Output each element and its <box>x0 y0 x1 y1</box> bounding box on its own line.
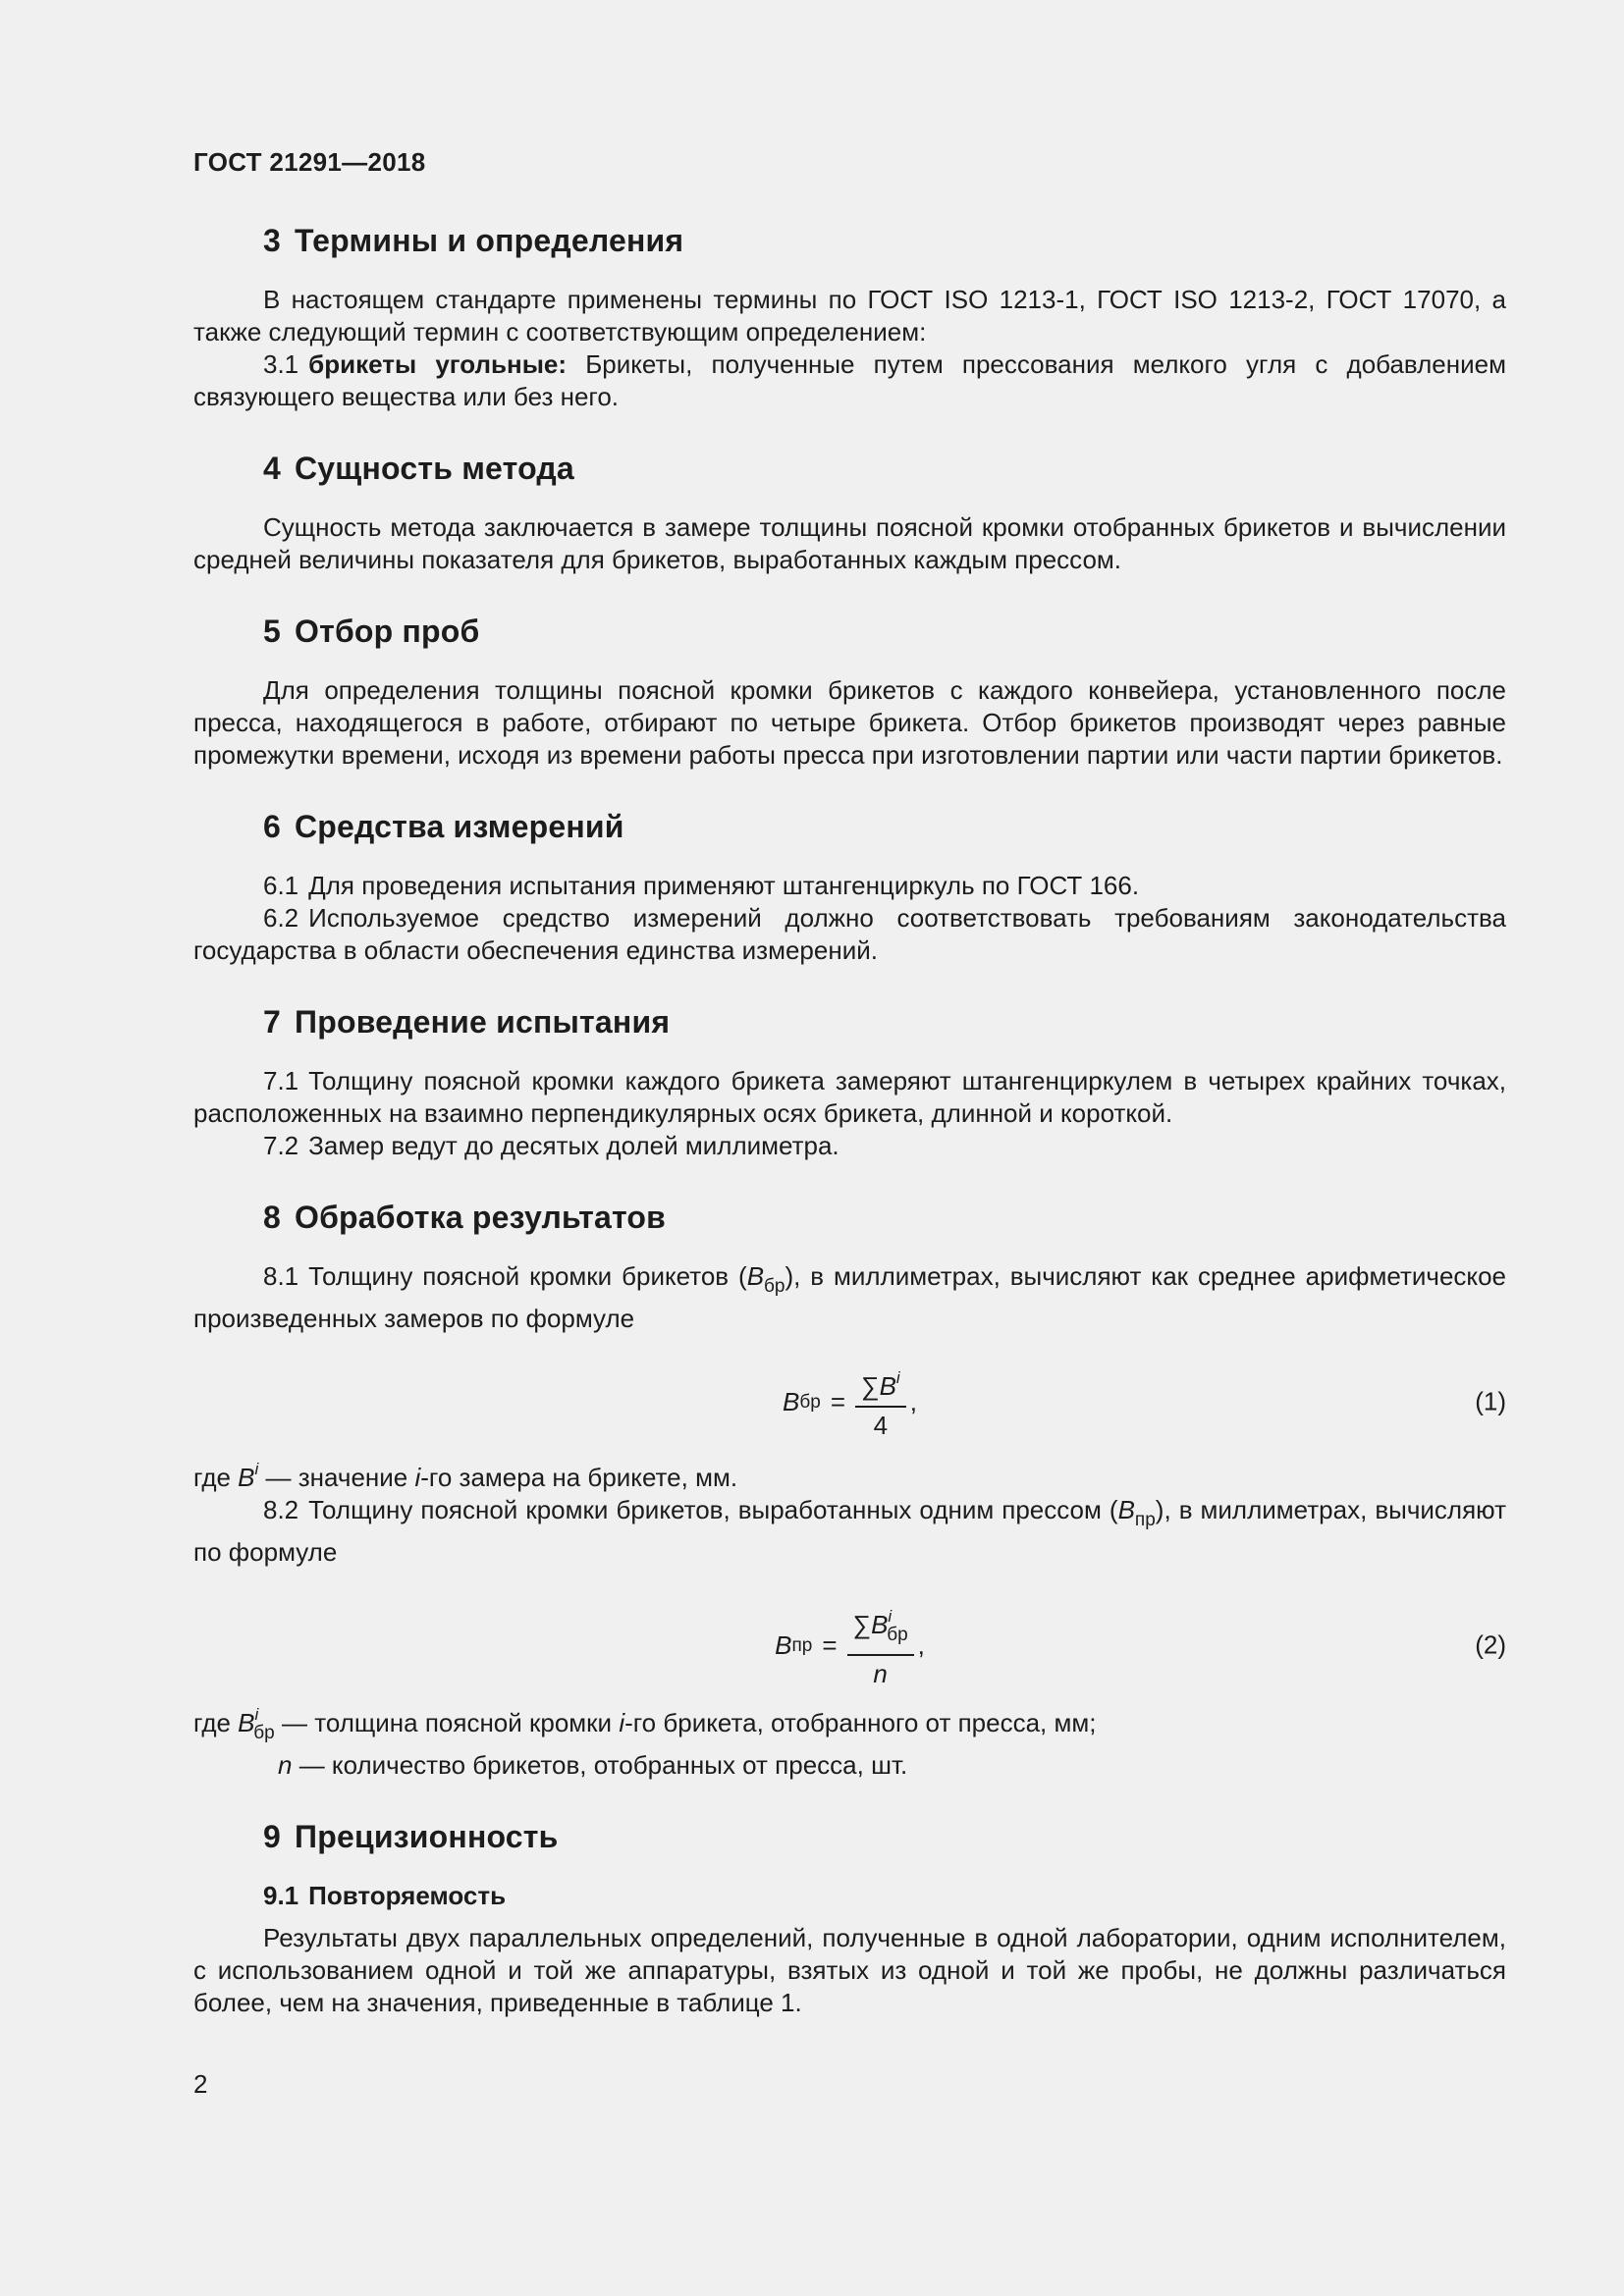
term-label: брикеты угольные: <box>308 349 568 379</box>
subsection-heading: 9.1 Повторяемость <box>263 1881 507 1910</box>
clause-8-2: 8.2 Толщину поясной кромки брикетов, выработанных одним прессом $(B_{пр})$, в миллиметрах, вычисляют по формуле <box>193 1495 1506 1567</box>
paragraph: Результаты двух параллельных определений, полученные в одной лаборатории, одним исполнителем, с использованием одной и той же аппаратуры, взятых из одной и той же пробы, не должны различаться более, чем на значения, приведенные в таблице 1. <box>193 1923 1506 2017</box>
clause-6-1: 6.1 Для проведения испытания применяют штангенциркуль по ГОСТ 166. <box>263 871 1140 900</box>
formula-2-legend: где $B^i_{бр}$ — толщина поясной кромки i-го брикета, отобранного от пресса, мм; <box>193 1705 1097 1743</box>
section-sampling <box>193 612 1506 772</box>
section-terms <box>193 221 1506 413</box>
fraction: $\frac{\sum B^i}{4}$ <box>855 1362 906 1442</box>
section-heading: 4 Сущность метода <box>263 451 574 486</box>
formula-1-legend: где $B^i$ — значение i-го замера на брикете, мм. <box>193 1460 738 1492</box>
formula-2: B пр = $\frac{\sum B^i_{бр}}{n}$ , (2) <box>193 1596 1506 1694</box>
section-method-essence <box>193 449 1506 576</box>
section-heading: 3 Термины и определения <box>263 223 684 258</box>
section-heading: 9 Прецизионность <box>263 1819 559 1854</box>
section-results-processing <box>193 1198 1506 1782</box>
formula-number: (2) <box>1475 1629 1506 1660</box>
section-heading: 7 Проведение испытания <box>263 1004 671 1040</box>
clause-7-1: 7.1 Толщину поясной кромки каждого брикета замеряют штангенциркулем в четырех крайних точках, расположенных на взаимно перпендикулярных осях брикета, длинной и короткой. <box>193 1066 1506 1128</box>
formula-1: B бр = $\frac{\sum B^i}{4}$ , (1) <box>193 1355 1506 1449</box>
page-number: 2 <box>193 2069 208 2099</box>
clause-7-2: 7.2 Замер ведут до десятых долей миллиметра. <box>263 1131 839 1160</box>
clause-6-2: 6.2 Используемое средство измерений должно соответствовать требованиям законодательства государства в области обеспечения единства измерений. <box>193 903 1506 965</box>
section-measuring-instruments <box>193 807 1506 967</box>
clause-3-1: 3.1 брикеты угольные: Брикеты, полученные путем прессования мелкого угля с добавлением связующего вещества или без него. <box>193 349 1506 411</box>
section-testing <box>193 1002 1506 1162</box>
document-code: ГОСТ 21291—2018 <box>193 147 426 177</box>
paragraph: Сущность метода заключается в замере толщины поясной кромки отобранных брикетов и вычислении средней величины показателя для брикетов, выработанных каждым прессом. <box>193 512 1506 574</box>
formula-2-legend-n: n — количество брикетов, отобранных от пресса, шт. <box>278 1750 908 1780</box>
fraction: $\frac{\sum B^i_{бр}}{n}$ <box>847 1600 914 1690</box>
section-precision <box>193 1817 1506 2019</box>
section-heading: 6 Средства измерений <box>263 809 624 844</box>
formula-number: (1) <box>1475 1386 1506 1416</box>
paragraph: В настоящем стандарте применены термины по ГОСТ ISO 1213-1, ГОСТ ISO 1213-2, ГОСТ 17070, а также следующий термин с соответствующим определением: <box>193 285 1506 347</box>
section-heading: 5 Отбор проб <box>263 614 480 649</box>
clause-8-1: 8.1 Толщину поясной кромки брикетов $(B_{бр})$, в миллиметрах, вычисляют как среднее арифметическое произведенных замеров по формуле <box>193 1261 1507 1333</box>
document-body <box>193 221 1506 2055</box>
paragraph: Для определения толщины поясной кромки брикетов с каждого конвейера, установленного после пресса, находящегося в работе, отбирают по четыре брикета. Отбор брикетов производят через равные промежутки времени, исходя из времени работы пресса при изготовлении партии или части партии брикетов. <box>193 675 1506 770</box>
section-heading: 8 Обработка результатов <box>263 1200 667 1235</box>
